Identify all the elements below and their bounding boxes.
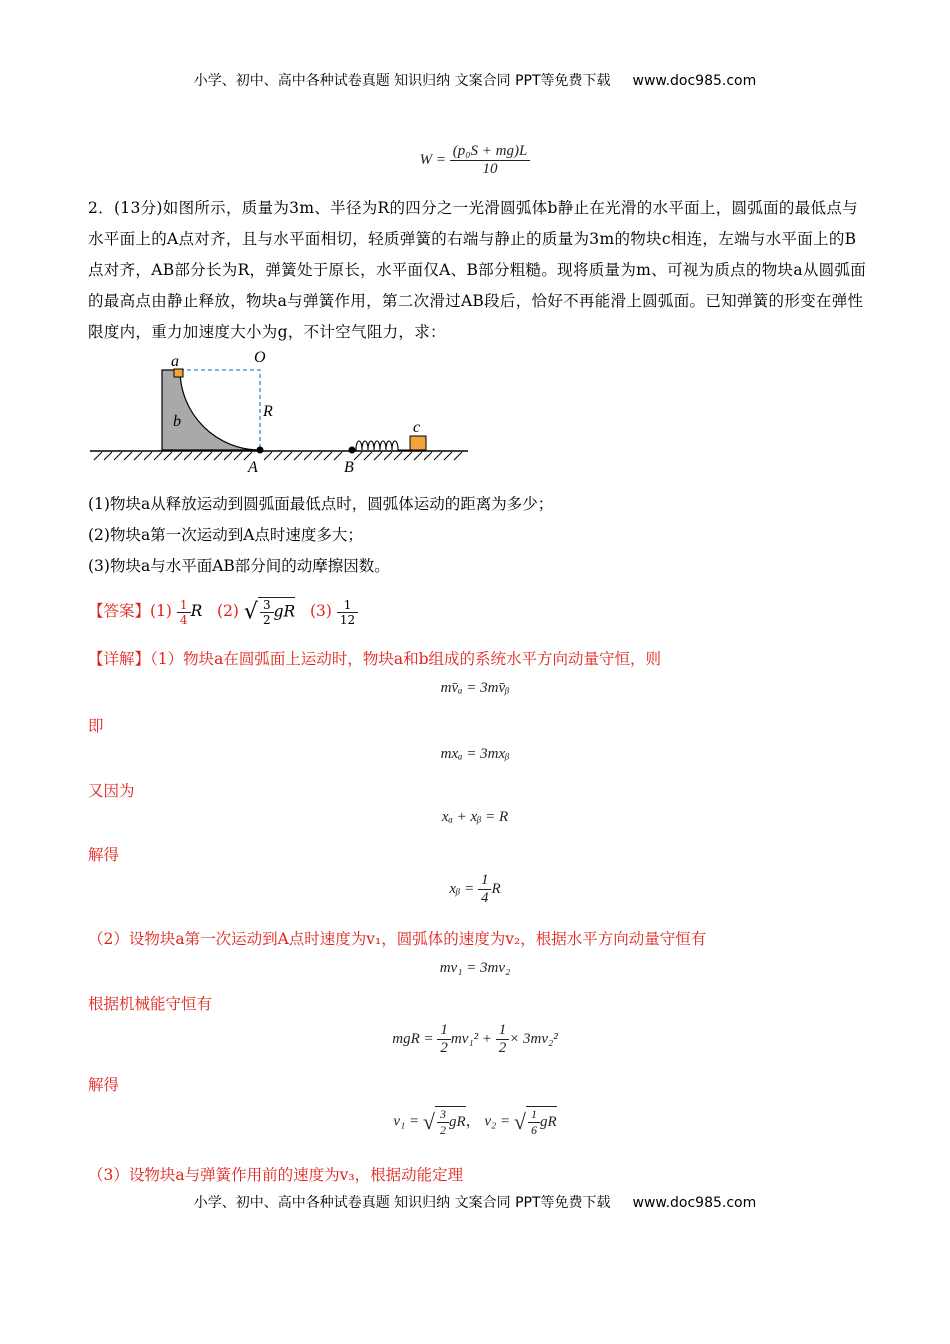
eq-4: xᵦ = $\frac{1}{4}$ R [449,872,501,906]
page-header [0,70,950,90]
eq-7: v₁ = √ $\frac{3}{2}$ gR， v₂ = √ $\frac{1}{6}$ gR [393,1107,557,1137]
solution-step-1: 【详解】（1）物块a在圆弧面上运动时，物块a和b组成的系统水平方向动量守恒，则 [88,650,662,668]
block-a [174,369,183,377]
word-youyinwei: 又因为 [88,782,135,800]
spring [352,441,410,450]
top-equation: W = $\frac{\text{(p₀S + mg)L}}{10}$ [0,143,950,178]
label-R: R [263,403,273,420]
question-1: (1)物块a从释放运动到圆弧面最低点时，圆弧体运动的距离为多少； [88,495,554,513]
eq-5: mv₁ = 3mv₂ [439,960,511,976]
label-a: a [171,353,179,370]
footer-text: 小学、初中、高中各种试卷真题 知识归纳 文案合同 PPT等免费下载 [193,1195,611,1211]
label-c: c [413,419,421,436]
header-site: www.doc985.com [632,73,757,89]
arc-body-b [162,370,260,450]
word-ji: 即 [88,717,104,735]
label-B: B [344,459,354,476]
eq-3: xₐ + xᵦ = R [441,809,509,825]
block-c [410,436,426,450]
footer-site: www.doc985.com [632,1195,757,1211]
answer-label: 【答案】 [88,602,151,620]
problem-text: 2．(13分)如图所示，质量为3m、半径为R的四分之一光滑圆弧体b静止在光滑的水平面上，圆弧面的最低点与水平面上的A点对齐，且与水平面相切，轻质弹簧的右端与静止的质量为3m的物块c相连，左端与水平面上的B点对齐，AB部分长为R，弹簧处于原长，水平面仅A、B部分粗糙。现将质量为m、可视为质点的物块a从圆弧面的最高点由静止释放，物块a与弹簧作用，第二次滑过AB段后，恰好不再能滑上圆弧面。已知弹簧的形变在弹性限度内，重力加速度大小为g，不计空气阻力，求： [88,199,867,341]
label-O: O [254,349,266,366]
ground-hatch [94,452,462,460]
word-jixie: 根据机械能守恒有 [88,995,213,1013]
solution-label: 【详解】 [88,650,151,668]
question-2: (2)物块a第一次运动到A点时速度多大； [88,526,363,544]
question-3: (3)物块a与水平面AB部分间的动摩擦因数。 [88,557,390,575]
header-text: 小学、初中、高中各种试卷真题 知识归纳 文案合同 PPT等免费下载 [193,73,611,89]
solution-step-2: （2）设物块a第一次运动到A点时速度为v₁，圆弧体的速度为v₂，根据水平方向动量守恒有 [88,930,707,948]
label-b: b [173,413,181,430]
point-A [257,447,264,454]
eq-6: mgR = $\frac{1}{2}$ mv₁² + $\frac{1}{2}$ × 3mv₂² [392,1022,558,1056]
page-footer [0,1192,950,1212]
word-jiede-2: 解得 [88,1076,120,1094]
answer-line: 【答案】(1) $\frac{1}{4}$ R (2) √ $\frac{3}{2}$ gR (3) $\frac{1}{12}$ [88,597,358,627]
physics-figure [88,348,478,478]
solution-step-3: （3）设物块a与弹簧作用前的速度为v₃，根据动能定理 [88,1166,464,1184]
word-jiede-1: 解得 [88,846,120,864]
label-A: A [248,459,258,476]
eq-1: mv̄ₐ = 3mv̄ᵦ [440,680,510,696]
eq-2: mxₐ = 3mxᵦ [440,746,510,762]
